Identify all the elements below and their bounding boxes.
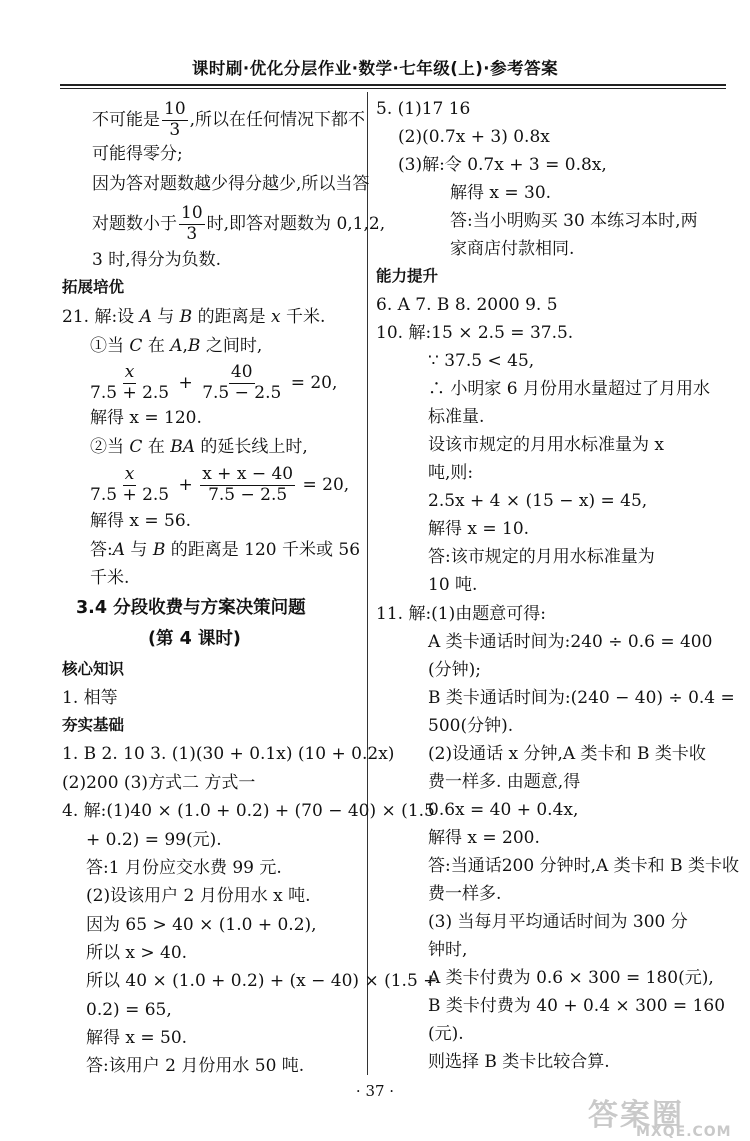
- q11-line-h: 0.6x = 40 + 0.4x,: [428, 800, 579, 820]
- equation-1: $\frac{x}{7.5 + 2.5}$ + $\frac{40}{7.5 - 2.5}$ = 20,: [90, 362, 338, 403]
- q4-line-g: 所以 40 × (1.0 + 0.2) + (x − 40) × (1.5 +: [86, 971, 438, 991]
- q11-line-m: 钟时,: [428, 940, 468, 960]
- q5-line-c: (3)解:令 0.7x + 3 = 0.8x,: [398, 155, 607, 175]
- header-rule-thick: [60, 84, 726, 86]
- q4-line-j: 答:该用户 2 月份用水 50 吨.: [86, 1056, 305, 1076]
- q11-line-o: B 类卡付费为 40 + 0.4 × 300 = 160: [428, 996, 726, 1016]
- q10-line-f: 吨,则:: [428, 463, 474, 483]
- fraction-10-3b: $\frac{10}{3}$: [181, 203, 203, 244]
- q4-line-a: 4. 解:(1)40 × (1.0 + 0.2) + (70 − 40) × (1.5: [62, 801, 435, 821]
- q11-line-i: 解得 x = 200.: [428, 828, 540, 848]
- q10-line-b: ∵ 37.5 < 45,: [428, 351, 535, 371]
- heading-nengli: 能力提升: [376, 267, 439, 285]
- answers-6-9: 6. A 7. B 8. 2000 9. 5: [376, 295, 558, 315]
- left-line-2: 可能得零分;: [92, 144, 183, 164]
- q11-line-b: A 类卡通话时间为:240 ÷ 0.6 = 400: [428, 632, 713, 652]
- q4-line-d: (2)设该用户 2 月份用水 x 吨.: [86, 886, 311, 906]
- q4-line-e: 因为 65 > 40 × (1.0 + 0.2),: [86, 915, 317, 935]
- answer-21: 答:A 与 B 的距离是 120 千米或 56: [90, 540, 361, 560]
- q11-line-q: 则选择 B 类卡比较合算.: [428, 1052, 610, 1072]
- q11-line-g: 费一样多. 由题意,得: [428, 772, 581, 792]
- q11-line-j: 答:当通话200 分钟时,A 类卡和 B 类卡收: [428, 856, 739, 876]
- section-subtitle: (第 4 课时): [148, 629, 241, 649]
- heading-tuozhan: 拓展培优: [62, 278, 125, 296]
- q4-line-b: + 0.2) = 99(元).: [86, 830, 222, 850]
- q11-line-a: 11. 解:(1)由题意可得:: [376, 604, 546, 624]
- q10-line-i: 答:该市规定的月用水标准量为: [428, 547, 655, 567]
- case2-line: ②当 C 在 BA 的延长线上时,: [90, 437, 308, 457]
- left-line-1: 不可能是 $\frac{10}{3}$ ,所以在任何情况下都不: [92, 99, 366, 140]
- answer-21-cont: 千米.: [90, 568, 130, 588]
- q10-line-d: 标准量.: [428, 407, 485, 427]
- solution-1: 解得 x = 120.: [90, 408, 202, 428]
- answer-3b: (2)200 (3)方式二 方式一: [62, 773, 256, 793]
- q4-line-f: 所以 x > 40.: [86, 943, 188, 963]
- q10-line-h: 解得 x = 10.: [428, 519, 530, 539]
- solution-2: 解得 x = 56.: [90, 511, 192, 531]
- fraction-10-3: $\frac{10}{3}$: [164, 99, 186, 140]
- q5-line-f: 家商店付款相同.: [450, 239, 575, 259]
- core-knowledge-1: 1. 相等: [62, 688, 118, 708]
- answers-1-3: 1. B 2. 10 3. (1)(30 + 0.1x) (10 + 0.2x): [62, 744, 395, 764]
- q11-line-p: (元).: [428, 1024, 464, 1044]
- q5-line-b: (2)(0.7x + 3) 0.8x: [398, 127, 550, 147]
- equation-2: $\frac{x}{7.5 + 2.5}$ + $\frac{x + x - 40}{7.5 - 2.5}$ = 20,: [90, 464, 350, 505]
- case1-line: ①当 C 在 A,B 之间时,: [90, 336, 263, 356]
- q4-line-c: 答:1 月份应交水费 99 元.: [86, 858, 282, 878]
- heading-hexin: 核心知识: [62, 660, 125, 678]
- q11-line-k: 费一样多.: [428, 884, 502, 904]
- left-line-4: 对题数小于 $\frac{10}{3}$ 时,即答对题数为 0,1,2,: [92, 203, 386, 244]
- q21-line: 21. 解:设 A 与 B 的距离是 x 千米.: [62, 307, 326, 327]
- q4-line-h: 0.2) = 65,: [86, 1000, 172, 1020]
- q10-line-c: ∴ 小明家 6 月份用水量超过了月用水: [428, 379, 711, 399]
- page-number: · 37 ·: [355, 1082, 395, 1100]
- q10-line-e: 设该市规定的月用水标准量为 x: [428, 435, 664, 455]
- q5-line-e: 答:当小明购买 30 本练习本时,两: [450, 211, 698, 231]
- page-header: 课时刷·优化分层作业·数学·七年级(上)·参考答案: [191, 59, 559, 78]
- left-line-5: 3 时,得分为负数.: [92, 250, 222, 270]
- q10-line-j: 10 吨.: [428, 575, 478, 595]
- heading-hangshi: 夯实基础: [62, 716, 125, 734]
- q11-line-f: (2)设通话 x 分钟,A 类卡和 B 类卡收: [428, 744, 706, 764]
- q5-line-a: 5. (1)17 16: [376, 99, 471, 119]
- q5-line-d: 解得 x = 30.: [450, 183, 552, 203]
- header-rule-thin: [60, 88, 726, 89]
- left-line-3: 因为答对题数越少得分越少,所以当答: [92, 174, 370, 194]
- q4-line-i: 解得 x = 50.: [86, 1028, 188, 1048]
- section-title: 3.4 分段收费与方案决策问题: [76, 598, 306, 618]
- q11-line-l: (3) 当每月平均通话时间为 300 分: [428, 912, 688, 932]
- q11-line-d: B 类卡通话时间为:(240 − 40) ÷ 0.4 =: [428, 688, 735, 708]
- q11-line-c: (分钟);: [428, 660, 481, 680]
- q11-line-e: 500(分钟).: [428, 716, 514, 736]
- watermark-logo: 答案圈 MXQE.COM: [588, 1098, 732, 1140]
- q10-line-g: 2.5x + 4 × (15 − x) = 45,: [428, 491, 648, 511]
- q11-line-n: A 类卡付费为 0.6 × 300 = 180(元),: [428, 968, 714, 988]
- q10-line-a: 10. 解:15 × 2.5 = 37.5.: [376, 323, 574, 343]
